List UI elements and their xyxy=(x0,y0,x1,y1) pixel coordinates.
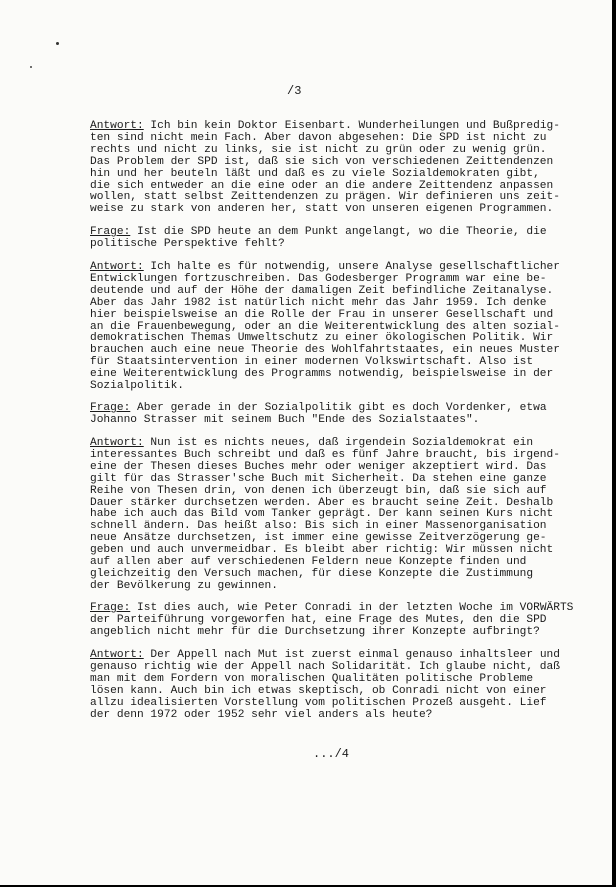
paragraph-line: brauchen auch eine neue Theorie des Wohlfahrtstaates, ein neues Muster xyxy=(90,344,560,357)
paragraph-line: habe ich auch das Bild vom Tanker geprägt. Der kann seinen Kurs nicht xyxy=(90,508,554,521)
paragraph-line: schnell ändern. Das heißt also: Bis sich in einer Massenorganisation xyxy=(90,520,547,533)
paragraph-line: weise zu stark von anderen her, statt von unseren eigenen Programmen. xyxy=(90,203,554,216)
question-paragraph-1 xyxy=(90,227,584,251)
paragraph-line: der Bevölkerung zu gewinnen. xyxy=(90,579,278,592)
paragraph-line: deutende und auf der Höhe der damaligen Zeit befindliche Zeitanalyse. xyxy=(90,284,554,297)
paragraph-line: Reihe von Thesen drin, von denen ich überzeugt bin, daß sie sich auf xyxy=(90,484,547,497)
paragraph-line: allzu idealisierten Vorstellung vom politischen Prozeß ausgeht. Lief xyxy=(90,696,547,709)
paragraph-line: man mit dem Fordern von moralischen Qualitäten politische Probleme xyxy=(90,672,534,685)
scan-speck xyxy=(56,42,59,45)
question-paragraph-2 xyxy=(90,403,584,427)
paragraph-line: hier beispielsweise an die Rolle der Frau in unserer Gesellschaft und xyxy=(90,308,554,321)
paragraph-line: geben und auch unvermeidbar. Es bleibt aber richtig: Wir müssen nicht xyxy=(90,544,554,557)
question-label: Frage: xyxy=(90,226,131,238)
paragraph-line: angeblich nicht mehr für die Durchsetzung ihrer Konzepte aufbringt? xyxy=(90,625,540,638)
paragraph-line: der denn 1972 oder 1952 sehr viel anders als heute? xyxy=(90,708,433,721)
paragraph-line: Frage: Ist die SPD heute an dem Punkt angelangt, wo die Theorie, die xyxy=(90,226,547,238)
paragraph-line: eine Weiterentwicklung des Programms notwendig, beispielsweise in der xyxy=(90,368,554,381)
paragraph-line: interessantes Buch schreibt und daß es fünf Jahre braucht, bis irgend- xyxy=(90,448,560,461)
answer-paragraph-3 xyxy=(90,438,584,593)
scan-speck xyxy=(30,66,32,68)
paragraph-line: wollen, statt selbst Zeittendenzen zu prägen. Wir definieren uns zeit- xyxy=(90,191,560,204)
paragraph-line: für Staatsintervention in einer modernen Volkswirtschaft. Also ist xyxy=(90,356,534,369)
answer-paragraph-1 xyxy=(90,121,584,216)
paragraph-line: Antwort: Ich halte es für notwendig, unsere Analyse gesellschaftlicher xyxy=(90,261,560,273)
paragraph-line: demokratischen Themas Umweltschutz zu einer ökologischen Politik. Wir xyxy=(90,332,554,345)
answer-paragraph-2 xyxy=(90,262,584,393)
page-number: /3 xyxy=(287,84,302,98)
paragraph-line: an die Frauenbewegung, oder an die Weiterentwicklung des alten sozial- xyxy=(90,320,560,333)
paragraph-line: auf allen aber auf verschiedenen Feldern neue Konzepte finden und xyxy=(90,556,527,569)
paragraph-line: Antwort: Nun ist es nichts neues, daß irgendein Sozialdemokrat ein xyxy=(90,437,534,449)
paragraph-line: die sich entweder an die eine oder an die andere Zeittendenz anpassen xyxy=(90,179,554,192)
answer-label: Antwort: xyxy=(90,261,144,273)
question-label: Frage: xyxy=(90,402,131,414)
paragraph-line: lösen kann. Auch bin ich etwas skeptisch, ob Conradi nicht von einer xyxy=(90,684,547,697)
paragraph-line: gleichzeitig den Versuch machen, für diese Konzepte die Zustimmung xyxy=(90,567,534,580)
paragraph-line: politische Perspektive fehlt? xyxy=(90,237,285,250)
paragraph-line: der Parteiführung vorgeworfen hat, eine Frage des Mutes, den die SPD xyxy=(90,613,547,626)
answer-label: Antwort: xyxy=(90,649,144,661)
question-paragraph-3 xyxy=(90,603,584,639)
continuation-marker: .../4 xyxy=(313,747,350,761)
paragraph-line: Frage: Aber gerade in der Sozialpolitik gibt es doch Vordenker, etwa xyxy=(90,402,547,414)
paragraph-line: rechts und nicht zu links, sie ist nicht zu grün oder zu wenig grün. xyxy=(90,143,547,156)
paragraph-line: ten sind nicht mein Fach. Aber davon abgesehen: Die SPD ist nicht zu xyxy=(90,131,547,144)
answer-label: Antwort: xyxy=(90,437,144,449)
paragraph-line: Entwicklungen fortzuschreiben. Das Godesberger Programm war eine be- xyxy=(90,272,547,285)
paragraph-line: Antwort: Der Appell nach Mut ist zuerst einmal genauso inhaltsleer und xyxy=(90,649,560,661)
paragraph-line: Dauer stärker durchsetzen werden. Aber es braucht seine Zeit. Deshalb xyxy=(90,496,554,509)
paragraph-line: Das Problem der SPD ist, daß sie sich von verschiedenen Zeittendenzen xyxy=(90,155,554,168)
paragraph-line: Frage: Ist dies auch, wie Peter Conradi in der letzten Woche im VORWÄRTS xyxy=(90,602,574,614)
paragraph-line: Johanno Strasser mit seinem Buch "Ende des Sozialstaates". xyxy=(90,413,480,426)
paragraph-line: hin und her beuteln läßt und daß es zu viele Sozialdemokraten gibt, xyxy=(90,167,540,180)
paragraph-line: genauso richtig wie der Appell nach Solidarität. Ich glaube nicht, daß xyxy=(90,660,560,673)
paragraph-line: neue Ansätze durchsetzen, ist immer eine gewisse Zeitverzögerung ge- xyxy=(90,532,547,545)
paragraph-line: gilt für das Strasser'sche Buch mit Sicherheit. Da stehen eine ganze xyxy=(90,472,547,485)
answer-paragraph-4 xyxy=(90,650,584,721)
paragraph-line: eine der Thesen dieses Buches mehr oder weniger akzeptiert wird. Das xyxy=(90,460,547,473)
paragraph-line: Sozialpolitik. xyxy=(90,380,184,393)
answer-label: Antwort: xyxy=(90,120,144,132)
paragraph-line: Aber das Jahr 1982 ist natürlich nicht mehr das Jahr 1959. Ich denke xyxy=(90,296,547,309)
question-label: Frage: xyxy=(90,602,131,614)
paragraph-line: Antwort: Ich bin kein Doktor Eisenbart. Wunderheilungen und Bußpredig- xyxy=(90,120,560,132)
